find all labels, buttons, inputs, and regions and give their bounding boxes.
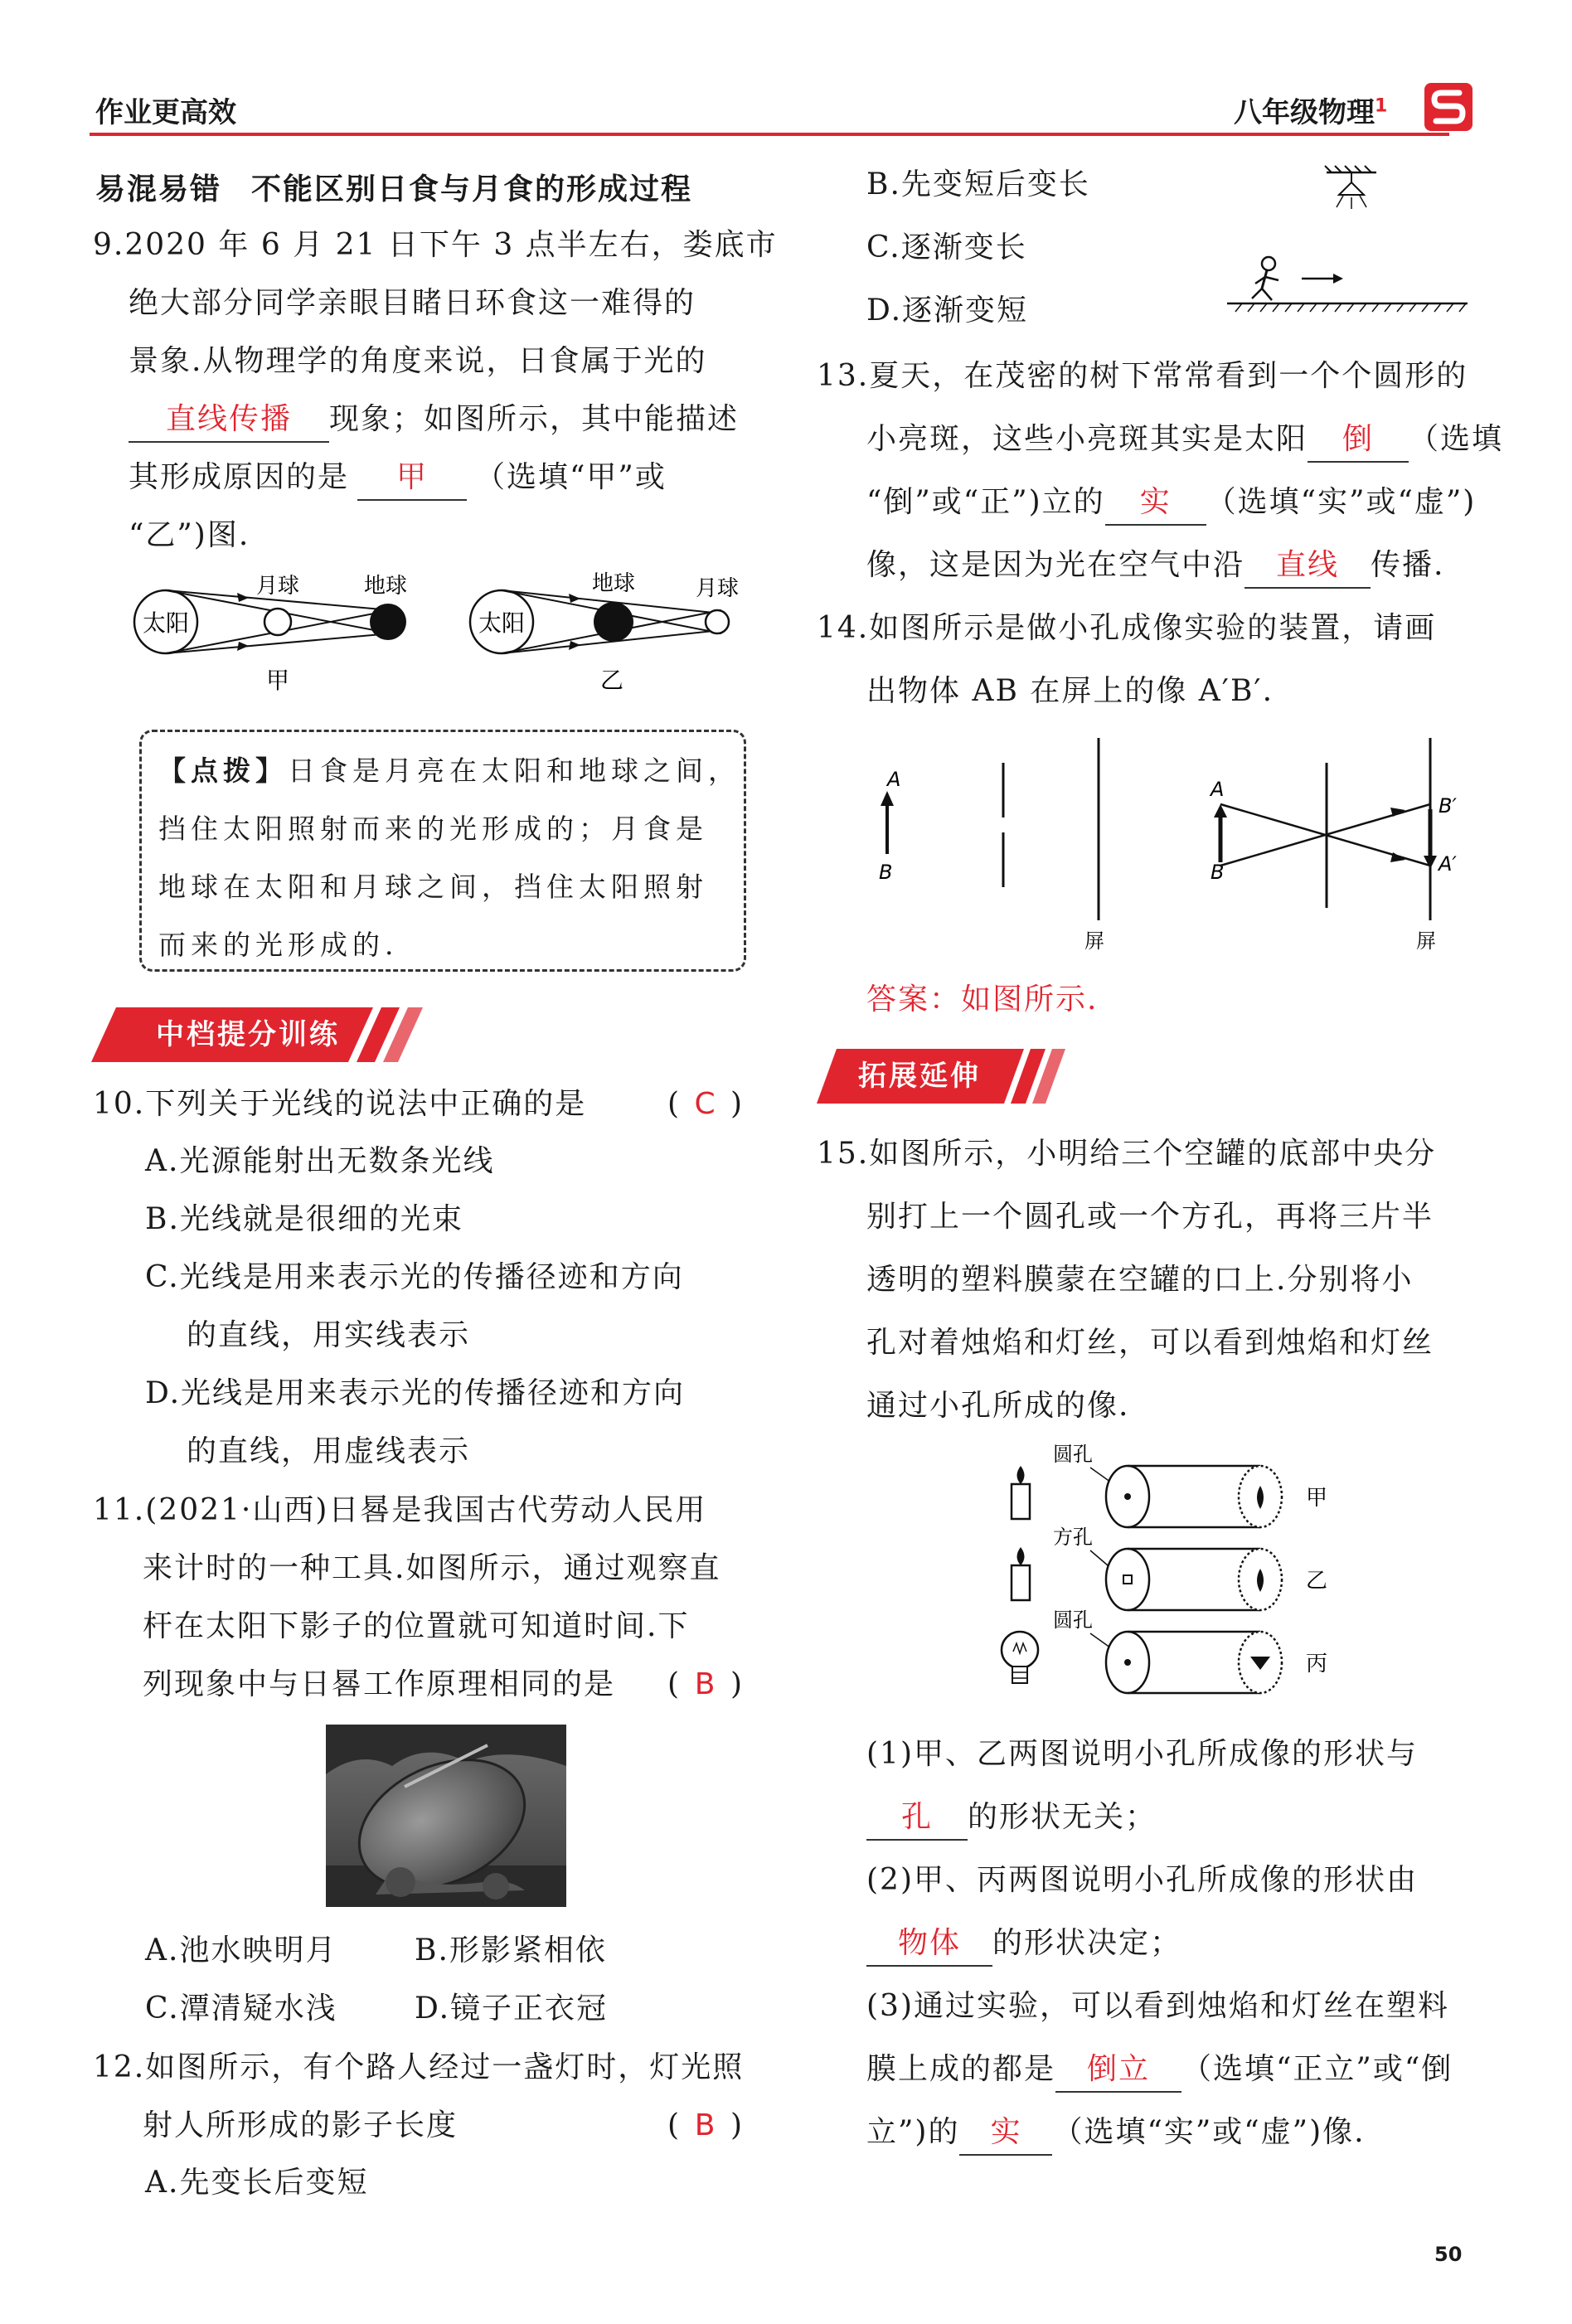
q10-answer-bracket: ( C ) [667, 1075, 744, 1134]
q10-option-c: C.光线是用来表示光的传播径迹和方向 [145, 1260, 684, 1294]
q14-label-B-prime: B′ [1439, 794, 1457, 818]
q11-line-3: 杆在太阳下影子的位置就可知道时间.下 [143, 1609, 690, 1643]
q15-label-round-hole-2: 圆孔 [1053, 1608, 1093, 1632]
q14-label-B: B [879, 861, 893, 884]
q14-setup-original [879, 738, 1104, 953]
q14-screen-label-2: 屏 [1416, 929, 1436, 953]
q13-answer-b: 实 [1105, 481, 1206, 526]
q12-option-c: C.逐渐变长 [866, 230, 1027, 264]
section-trap-tag: 易混易错 [95, 172, 222, 206]
q15-part-1-line-2 [866, 1788, 1157, 1847]
tip-box [139, 730, 746, 972]
q10-answer: C [694, 1087, 717, 1121]
q14-screen-label-1: 屏 [1084, 929, 1104, 953]
q11-answer: B [694, 1667, 717, 1701]
q9-line-4 [129, 390, 739, 449]
q9-line-5 [129, 448, 667, 507]
banner-ext-label: 拓展延伸 [858, 1060, 981, 1093]
q14-setup-answer [1209, 738, 1457, 953]
q15-label-c: 丙 [1306, 1652, 1328, 1676]
q10-option-d-cont: 的直线，用虚线表示 [187, 1434, 471, 1468]
tip-tag: 【点拨】 [158, 754, 288, 787]
q11-option-b: B.形影紧相依 [415, 1933, 607, 1967]
q15-part-2-line-2 [866, 1914, 1181, 1973]
q9-line-6: “乙”)图. [129, 518, 250, 552]
q11-option-a: A.池水映明月 [145, 1933, 337, 1967]
q9-moon-label-a: 月球 [255, 574, 300, 599]
q11-line-4: 列现象中与日晷工作原理相同的是 [143, 1667, 616, 1701]
candle-icon-a [1012, 1466, 1030, 1519]
can-a [1106, 1466, 1327, 1527]
q9-label-b: 乙 [599, 667, 624, 694]
q11-option-d: D.镜子正衣冠 [415, 1992, 609, 2026]
q12-line-1: 12.如图所示，有个路人经过一盏灯时，灯光照 [93, 2050, 745, 2084]
q13-line-1: 13.夏天，在茂密的树下常常看到一个个圆形的 [817, 359, 1468, 393]
can-c [1106, 1632, 1327, 1693]
banner-mid [91, 1007, 423, 1062]
q11-answer-bracket: ( B ) [667, 1655, 744, 1715]
q9-text-before-ans2: 其形成原因的是 [129, 460, 350, 494]
q15-text-p1-post: 的形状无关； [968, 1800, 1157, 1834]
q9-sun-label-b: 太阳 [478, 609, 526, 637]
page-number: 50 [1434, 2243, 1463, 2266]
q15-line-1: 15.如图所示，小明给三个空罐的底部中央分 [817, 1137, 1437, 1171]
q10-option-d: D.光线是用来表示光的传播径迹和方向 [145, 1376, 686, 1410]
q9-label-a: 甲 [265, 667, 290, 694]
q10-option-a: A.光源能射出无数条光线 [145, 1144, 495, 1178]
q15-label-round-hole-1: 圆孔 [1053, 1443, 1093, 1466]
q13-line-3 [866, 473, 1476, 532]
q15-answer-2: 物体 [866, 1922, 992, 1967]
lamp-icon [1325, 166, 1376, 209]
q11-line-2: 来计时的一种工具.如图所示，通过观察直 [143, 1551, 721, 1585]
header-subject: 八年级物理 [1234, 96, 1375, 129]
q15-text-p3-last-post: （选填“实”或“虚”)像. [1052, 2115, 1366, 2149]
q9-text-after-ans2: （选填“甲”或 [475, 460, 667, 494]
q15-answer-1: 孔 [866, 1796, 968, 1841]
q13-line-4 [866, 536, 1444, 595]
walker-icon [1252, 257, 1278, 300]
q15-part-3-line-2 [866, 2040, 1453, 2099]
q15-label-square-hole: 方孔 [1053, 1526, 1093, 1549]
q11-line-1: 11.(2021·山西)日晷是我国古代劳动人民用 [93, 1493, 707, 1527]
q14-pinhole-figure [862, 730, 1509, 970]
q9-moon-label-b: 月球 [695, 576, 740, 601]
header-rule [90, 133, 1449, 136]
section-trap-heading [95, 166, 692, 208]
q15-text-p3-mid-pre: 膜上成的都是 [866, 2052, 1056, 2086]
q14-answer-label-A: A [1211, 778, 1225, 801]
direction-arrow-icon [1302, 274, 1343, 284]
q14-label-A-prime: A′ [1439, 852, 1457, 876]
banner-mid-label: 中档提分训练 [156, 1018, 340, 1051]
banner-ext [817, 1049, 1065, 1104]
q15-part-3-line-3 [866, 2103, 1366, 2162]
q9-answer-2: 甲 [357, 456, 467, 501]
q9-diagram-b [470, 571, 739, 694]
q13-answer-c: 直线 [1244, 544, 1371, 589]
q15-part-1: (1)甲、乙两图说明小孔所成像的形状与 [866, 1737, 1418, 1771]
light-bulb-icon [1002, 1632, 1038, 1683]
header-left-title: 作业更高效 [95, 96, 236, 129]
q12-lamp-figure [1219, 158, 1484, 323]
q15-label-b: 乙 [1306, 1569, 1328, 1594]
q9-diagram-a [134, 574, 407, 694]
q12-option-d: D.逐渐变短 [866, 294, 1029, 327]
q9-earth-label-a: 地球 [363, 574, 408, 599]
q13-text-pre-c: 像，这是因为光在空气中沿 [866, 548, 1245, 582]
q15-part-2: (2)甲、丙两图说明小孔所成像的形状由 [866, 1863, 1418, 1897]
q15-part-3: (3)通过实验，可以看到烛焰和灯丝在塑料 [866, 1989, 1449, 2023]
q15-text-p3-last-pre: 立”)的 [866, 2115, 960, 2149]
q14-answer-label-B: B [1211, 861, 1225, 884]
tip-line-4: 而来的光形成的. [158, 929, 399, 961]
candle-icon-b [1012, 1547, 1030, 1600]
q13-text-pre-a: 小亮斑，这些小亮斑其实是太阳 [866, 422, 1308, 456]
q13-line-2 [866, 410, 1503, 469]
q13-answer-a: 倒 [1308, 418, 1409, 463]
q13-text-pre-b: “倒”或“正”)立的 [866, 485, 1105, 519]
q15-text-p2-post: 的形状决定； [992, 1926, 1182, 1960]
q13-text-post-c: 传播. [1371, 548, 1445, 582]
sundial-photo [326, 1725, 566, 1907]
tip-line-1 [158, 742, 740, 800]
q14-line-1: 14.如图所示是做小孔成像实验的装置，请画 [817, 611, 1437, 645]
q14-line-2: 出物体 AB 在屏上的像 A′B′. [866, 674, 1274, 708]
q9-line-2: 绝大部分同学亲眼目睹日环食这一难得的 [129, 286, 696, 320]
q13-text-post-b: （选填“实”或“虚”) [1206, 485, 1477, 519]
q15-line-4: 孔对着烛焰和灯丝，可以看到烛焰和灯丝 [866, 1326, 1434, 1360]
q10-stem: 10.下列关于光线的说法中正确的是 [93, 1087, 587, 1121]
can-b [1106, 1549, 1327, 1610]
header-right-title [1234, 90, 1387, 130]
tip-text-1: 日食是月亮在太阳和地球之间， [288, 754, 740, 787]
q10-option-b: B.光线就是很细的光束 [145, 1202, 463, 1236]
tip-line-2: 挡住太阳照射而来的光形成的；月食是 [158, 813, 708, 845]
q9-earth-label-b: 地球 [591, 571, 636, 596]
q11-option-c: C.潭清疑水浅 [145, 1992, 337, 2026]
q14-label-A: A [887, 768, 901, 791]
q15-text-p3-mid-post: （选填“正立”或“倒 [1181, 2052, 1453, 2086]
q15-line-5: 通过小孔所成的像. [866, 1389, 1130, 1423]
q15-cans-figure [987, 1443, 1368, 1708]
publisher-logo-icon [1423, 81, 1474, 133]
section-trap-title: 不能区别日食与月食的形成过程 [251, 172, 693, 206]
q15-label-a: 甲 [1306, 1486, 1328, 1511]
header-volume: 1 [1375, 95, 1388, 117]
q9-line-1: 9.2020 年 6 月 21 日下午 3 点半左右，娄底市 [93, 228, 778, 262]
q12-option-b: B.先变短后变长 [866, 167, 1090, 201]
q15-answer-3b: 实 [959, 2111, 1052, 2156]
q12-line-2: 射人所形成的影子长度 [143, 2108, 458, 2142]
q15-answer-3a: 倒立 [1055, 2048, 1181, 2093]
q12-answer-bracket: ( B ) [667, 2096, 744, 2156]
q13-text-post-a: （选填 [1409, 422, 1504, 456]
q9-text-after-ans1: 现象；如图所示，其中能描述 [329, 402, 740, 436]
q12-option-a: A.先变长后变短 [145, 2166, 369, 2200]
q14-answer: 答案：如图所示. [866, 982, 1099, 1016]
tip-line-3: 地球在太阳和月球之间，挡住太阳照射 [158, 871, 708, 903]
q9-eclipse-figure [124, 564, 754, 705]
q15-line-3: 透明的塑料膜蒙在空罐的口上.分别将小 [866, 1263, 1414, 1297]
q9-answer-1: 直线传播 [129, 398, 329, 443]
q12-answer: B [694, 2108, 717, 2142]
q9-line-3: 景象.从物理学的角度来说，日食属于光的 [129, 344, 707, 378]
q9-sun-label-a: 太阳 [142, 609, 190, 637]
q15-line-2: 别打上一个圆孔或一个方孔，再将三片半 [866, 1200, 1434, 1234]
q10-option-c-cont: 的直线，用实线表示 [187, 1318, 471, 1352]
ground-hatch [1227, 303, 1468, 312]
